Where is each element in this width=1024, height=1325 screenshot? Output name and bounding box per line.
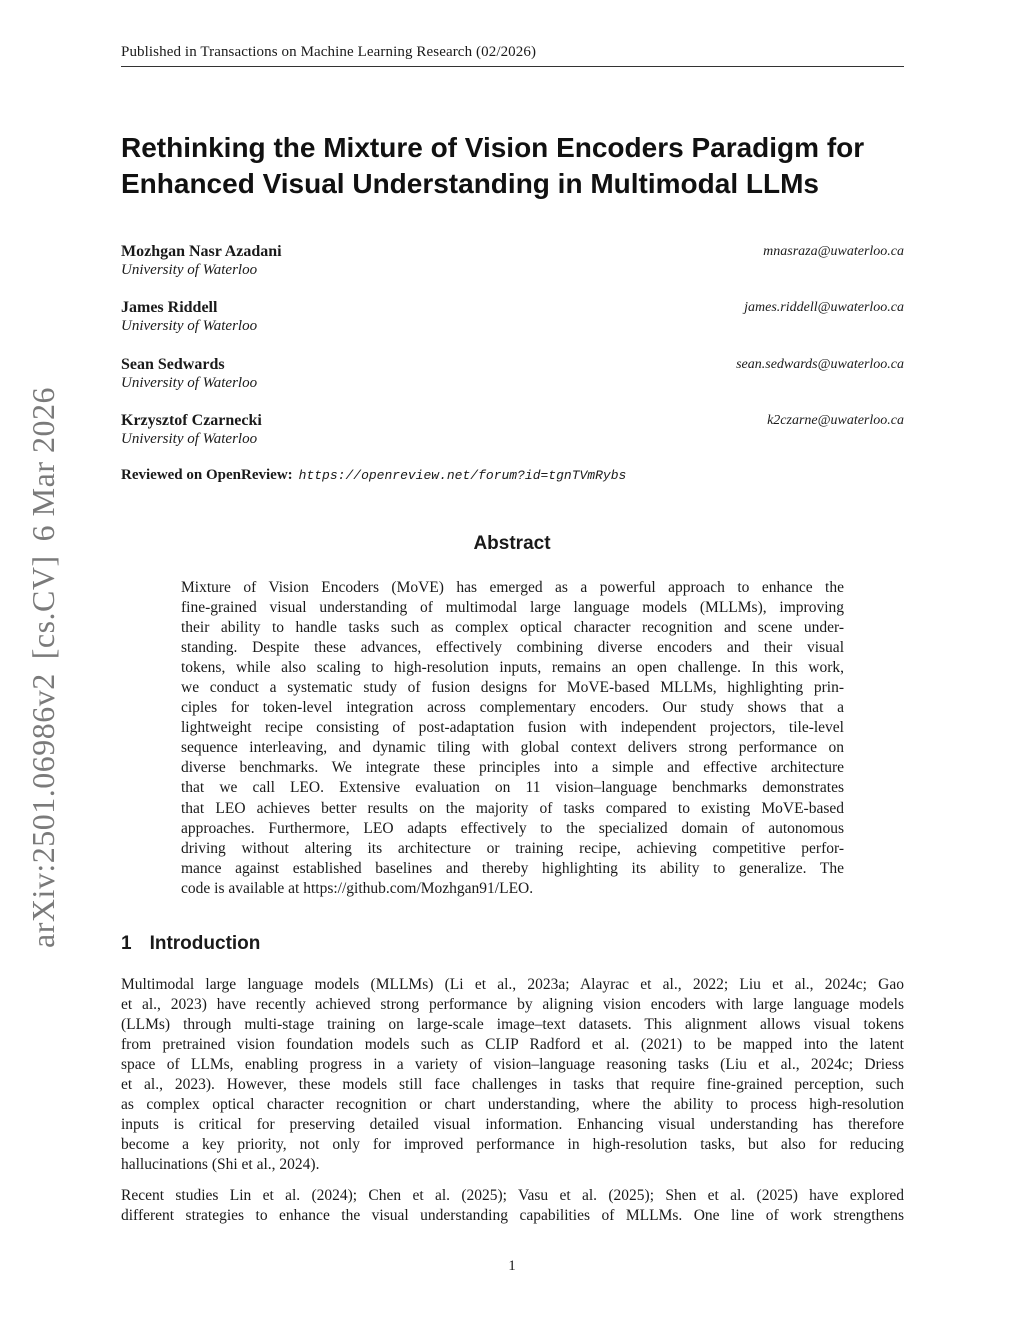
running-head: Published in Transactions on Machine Learning Research (02/2026)	[121, 44, 904, 67]
paragraph-line: as complex optical character recognition or chart understanding, where the ability to process high-resolution	[121, 1096, 904, 1114]
author-block	[121, 412, 904, 452]
paragraph-line: inputs is critical for preserving detailed visual information. Enhancing visual understanding has therefore	[121, 1116, 904, 1134]
paragraph-line: Recent studies Lin et al. (2024); Chen et al. (2025); Vasu et al. (2025); Shen et al. (2025) have explored	[121, 1187, 904, 1204]
author-affiliation: University of Waterloo	[121, 262, 258, 278]
abstract-line: lightweight recipe consisting of post-adaptation fusion with independent projectors, tile-level	[181, 719, 844, 737]
abstract-line: Mixture of Vision Encoders (MoVE) has emerged as a powerful approach to enhance the	[181, 579, 844, 596]
author-block	[121, 243, 904, 283]
paragraph-line: et al., 2023) have recently achieved strong performance by aligning vision encoders with large language models	[121, 996, 904, 1014]
abstract-line: code is available at https://github.com/Mozhgan91/LEO.	[181, 879, 534, 897]
abstract-line: diverse benchmarks. We integrate these principles into a simple and effective architecture	[181, 759, 844, 777]
review-label: Reviewed on OpenReview:	[121, 467, 293, 483]
section-heading-introduction	[121, 933, 260, 955]
arxiv-date: 6 Mar 2026	[25, 387, 61, 542]
paragraph-line: et al., 2023). However, these models still face challenges in tasks that require fine-grained perception, such	[121, 1076, 904, 1094]
paragraph-line: different strategies to enhance the visual understanding capabilities of MLLMs. One line of work strengthens	[121, 1207, 904, 1225]
author-block	[121, 356, 904, 396]
openreview-link[interactable]: https://openreview.net/forum?id=tgnTVmRybs	[298, 468, 627, 483]
abstract-line: we conduct a systematic study of fusion designs for MoVE-based MLLMs, highlighting prin-	[181, 679, 844, 697]
paragraph-line: (LLMs) through multi-stage training on large-scale image–text datasets. This alignment allows visual tokens	[121, 1016, 904, 1034]
abstract-line: that we call LEO. Extensive evaluation on 11 vision–language benchmarks demonstrates	[181, 779, 844, 797]
abstract-body	[181, 578, 844, 899]
author-affiliation: University of Waterloo	[121, 431, 258, 447]
abstract-line: driving without altering its architecture or training recipe, achieving competitive perfor-	[181, 839, 844, 857]
author-name: James Riddell	[121, 299, 218, 316]
author-affiliation: University of Waterloo	[121, 318, 258, 334]
review-line	[121, 467, 626, 484]
abstract-line: ciples for token-level integration across complementary encoders. Our study shows that a	[181, 699, 844, 717]
abstract-line: that LEO achieves better results on the majority of tasks compared to existing MoVE-based	[181, 799, 844, 817]
abstract-line: tokens, while also scaling to high-resolution inputs, remains an open challenge. In this work,	[181, 659, 844, 677]
abstract-line: mance against established baselines and thereby highlighting its ability to generalize. The	[181, 859, 844, 877]
intro-paragraph	[121, 975, 904, 1175]
abstract-line: standing. Despite these advances, effectively combining diverse encoders and their visual	[181, 639, 844, 657]
paragraph-line: Multimodal large language models (MLLMs) (Li et al., 2023a; Alayrac et al., 2022; Liu et al., 2024c; Gao	[121, 976, 904, 993]
paragraph-line: become a key priority, not only for improved performance in high-resolution tasks, but also for reducing	[121, 1136, 904, 1154]
author-affiliation: University of Waterloo	[121, 375, 258, 391]
abstract-line: fine-grained visual understanding of multimodal large language models (MLLMs), improving	[181, 599, 844, 617]
arxiv-category: [cs.CV]	[25, 555, 61, 660]
abstract-line: sequence interleaving, and dynamic tiling with global context delivers strong performance on	[181, 739, 844, 757]
title-line: Enhanced Visual Understanding in Multimodal LLMs	[121, 168, 819, 199]
page-number: 1	[508, 1258, 516, 1274]
abstract-line: their ability to handle tasks such as complex optical character recognition and scene under-	[181, 619, 844, 637]
paragraph-line: hallucinations (Shi et al., 2024).	[121, 1156, 320, 1174]
arxiv-id[interactable]: arXiv:2501.06986v2	[25, 673, 61, 948]
author-block	[121, 299, 904, 339]
abstract-line: approaches. Furthermore, LEO adapts effectively to the specialized domain of autonomous	[181, 819, 844, 837]
abstract-heading: Abstract	[473, 533, 551, 554]
author-email[interactable]: mnasraza@uwaterloo.ca	[763, 244, 904, 259]
section-number: 1	[121, 933, 132, 954]
intro-paragraph	[121, 1186, 904, 1226]
arxiv-sidebar-stamp	[25, 387, 62, 948]
author-name: Sean Sedwards	[121, 356, 225, 373]
author-name: Krzysztof Czarnecki	[121, 412, 262, 429]
author-email[interactable]: k2czarne@uwaterloo.ca	[767, 413, 904, 428]
paper-title	[121, 130, 911, 202]
author-email[interactable]: sean.sedwards@uwaterloo.ca	[736, 357, 904, 372]
paragraph-line: from pretrained vision foundation models such as CLIP Radford et al. (2021) to be mapped into the latent	[121, 1036, 904, 1054]
paragraph-line: space of LLMs, enabling progress in a variety of vision–language reasoning tasks (Liu et al., 2024c; Driess	[121, 1056, 904, 1074]
section-title: Introduction	[149, 933, 261, 954]
author-name: Mozhgan Nasr Azadani	[121, 243, 282, 260]
author-email[interactable]: james.riddell@uwaterloo.ca	[744, 300, 904, 315]
title-line: Rethinking the Mixture of Vision Encoders Paradigm for	[121, 132, 865, 163]
